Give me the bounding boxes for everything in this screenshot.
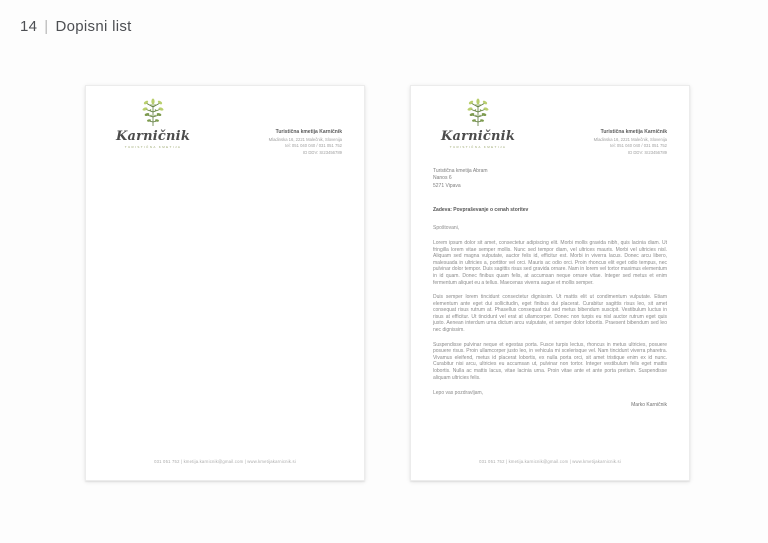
page-title-text: Dopisni list — [55, 18, 132, 35]
contact-name: Turistična kmetija Karničnik — [275, 129, 342, 135]
recipient-city: 5271 Vipava — [433, 182, 461, 189]
brand-tagline: TURISTIČNA KMETIJA — [449, 145, 507, 149]
brand-wordmark: Karničnik — [440, 129, 516, 144]
contact-address: Mladinska 16, 2221 Malečnik, Slovenija — [268, 136, 342, 142]
letterhead-letter-sheet — [410, 85, 690, 481]
contact-vat: ID DDV: SI23456789 — [628, 149, 667, 155]
page-number: 14 — [20, 18, 38, 35]
brand-wordmark: Karničnik — [115, 129, 191, 144]
letter-closing: Lepo vas pozdravljam, — [433, 390, 484, 397]
recipient-street: Nanos 6 — [433, 175, 452, 182]
plant-logo-icon — [108, 98, 198, 128]
brand-logo — [433, 98, 523, 149]
letterhead-footer: 031 051 752 | kmetija.karnicnik@gmail.com | www.kmetijakarnicnik.si — [154, 459, 296, 464]
letter-paragraph: Suspendisse pulvinar neque et egestas porta. Fusce turpis lectus, rhoncus in metus ultricies, posuere posuere risus. Proin ullamcorper justo leo, in vehicula mi scelerisque vel. Nam tincidunt viverra pharetra. Vivamus eleifend, metus id placerat lobortis, ex nulla porta orci, sit amet tristique enim ex id nunc. Curabitur nisi arcu, ultricies eu accumsan ut, pulvinar non tortor. Integer vestibulum felis eget mattis lobortis. Nulla ac mattis lacus, vitae lacinia urna. Proin vitae ante et ante porta pretium. Suspendisse aliquam ultricies felis. — [433, 341, 667, 381]
recipient-block — [433, 168, 667, 190]
contact-vat: ID DDV: SI23456789 — [303, 149, 342, 155]
letter-body — [433, 168, 667, 408]
letterhead-footer: 031 051 752 | kmetija.karnicnik@gmail.com | www.kmetijakarnicnik.si — [479, 459, 621, 464]
contact-phone: tel: 051 040 040 / 031 051 752 — [285, 143, 342, 148]
contact-phone: tel: 051 040 040 / 031 051 752 — [610, 143, 667, 148]
brand-logo — [108, 98, 198, 149]
contact-block — [594, 128, 667, 156]
letter-paragraph: Duis semper lorem tincidunt consectetur dignissim. Ut mattis elit ut condimentum vulputate. Etiam elementum ante eget dui sollicitudin, eget finibus dui placerat. Curabitur sagittis risus leo, sit amet consequat risus rutrum at. Phasellus consequat dui sed metus bibendum suscipit. Vestibulum luctus in risus at efficitur. Ut tincidunt vel erat at ullamcorper. Donec non turpis eu nisl auctor rutrum eget quis justo. Aenean interdum urna dictum arcu vulputate, et semper dolor lobortis. Praesent bibendum sed leo nec dignissim. — [433, 294, 667, 334]
plant-logo-icon — [433, 98, 523, 128]
letter-paragraph: Lorem ipsum dolor sit amet, consectetur adipiscing elit. Morbi mollis gravida nibh, quis lacinia diam. Ut fringilla lorem vitae semper mollis. Nunc sed tempor diam, vel ultrices mauris. Morbi vel ultricies nisl. Aliquam sed magna vulputate, auctor felis id, efficitur est. Morbi in viverra lacus. Donec arcu libero, malesuada in ultricies a, porttitor vel orci. Mauris ac odio orci. Proin rhoncus elit eget odio tempus, nec pulvinar dolor tempor. Duis sagittis risus sed gravida ornare. Nam in lorem vel tortor maximus elementum in id quam. Donec finibus quam felis, at accumsan neque ornare vitae. Integer sed metus et enim fermentum aliquet eu a tellus. Maecenas viverra augue et mollis semper. — [433, 239, 667, 286]
letter-salutation: Spoštovani, — [433, 225, 460, 232]
page-title-separator: | — [44, 18, 49, 35]
contact-name: Turistična kmetija Karničnik — [600, 129, 667, 135]
recipient-name: Turistična kmetija Abram — [433, 168, 488, 174]
contact-address: Mladinska 16, 2221 Malečnik, Slovenija — [593, 136, 667, 142]
contact-block — [269, 128, 342, 156]
letterhead-blank-sheet — [85, 85, 365, 481]
letter-signature: Marko Karničnik — [631, 401, 667, 408]
page-title — [20, 18, 132, 35]
brand-tagline: TURISTIČNA KMETIJA — [124, 145, 182, 149]
letter-subject: Zadeva: Povpraševanje o cenah storitev — [433, 206, 529, 213]
